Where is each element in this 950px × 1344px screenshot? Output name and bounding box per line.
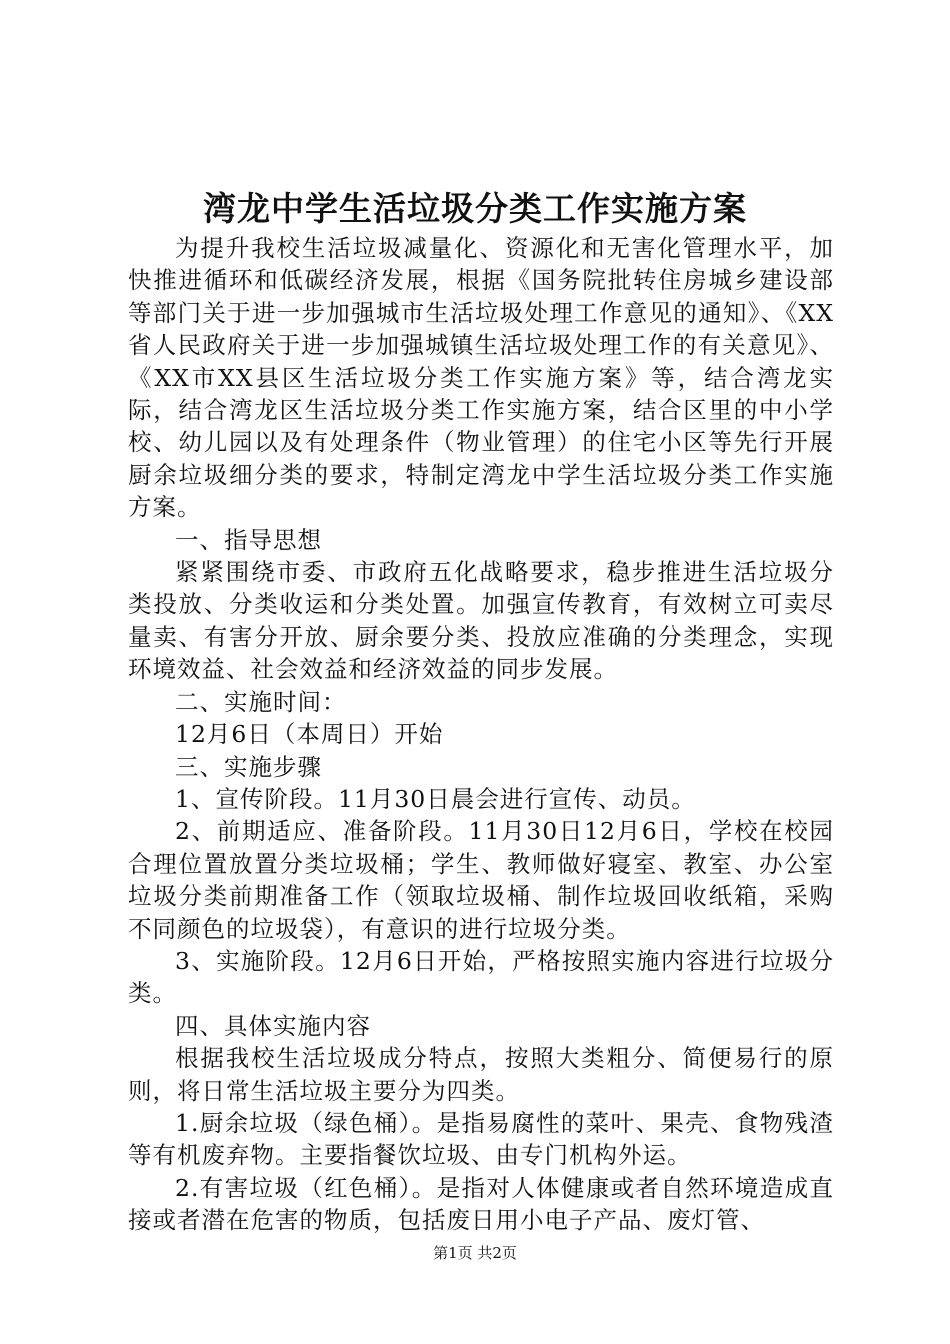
section-heading-implementation-time: 二、实施时间：	[175, 687, 347, 716]
section-heading-guiding-ideology: 一、指导思想	[175, 525, 322, 554]
guiding-ideology-paragraph: 紧紧围绕市委、市政府五化战略要求，稳步推进生活垃圾分类投放、分类收运和分类处置。加强宣传教育，有效树立可卖尽量卖、有害分开放、厨余要分类、投放应准确的分类理念，实现环境效益、社会效益和经济效益的同步发展。	[128, 558, 834, 684]
step-3-paragraph: 3、实施阶段。12月6日开始，严格按照实施内容进行垃圾分类。	[128, 946, 834, 1008]
page-footer: 第1页 共2页	[433, 1244, 517, 1262]
kitchen-waste-paragraph: 1.厨余垃圾（绿色桶）。是指易腐性的菜叶、果壳、食物残渣等有机废弃物。主要指餐饮垃圾、由专门机构外运。	[128, 1108, 834, 1170]
specific-content-paragraph: 根据我校生活垃圾成分特点，按照大类粗分、简便易行的原则，将日常生活垃圾主要分为四类。	[128, 1044, 834, 1105]
document-body	[128, 232, 834, 1237]
step-1-paragraph: 1、宣传阶段。11月30日晨会进行宣传、动员。	[175, 784, 696, 813]
document-title: 湾龙中学生活垃圾分类工作实施方案	[203, 189, 747, 228]
hazardous-waste-paragraph: 2.有害垃圾（红色桶）。是指对人体健康或者自然环境造成直接或者潜在危害的物质，包括废日用小电子产品、废灯管、	[128, 1173, 834, 1235]
section-heading-specific-content: 四、具体实施内容	[175, 1011, 371, 1040]
section-heading-implementation-steps: 三、实施步骤	[175, 752, 322, 781]
step-2-paragraph: 2、前期适应、准备阶段。11月30日12月6日，学校在校园合理位置放置分类垃圾桶；学生、教师做好寝室、教室、办公室垃圾分类前期准备工作（领取垃圾桶、制作垃圾回收纸箱，采购不同颜色的垃圾袋），有意识的进行垃圾分类。	[128, 817, 834, 943]
intro-paragraph: 为提升我校生活垃圾减量化、资源化和无害化管理水平，加快推进循环和低碳经济发展，根据《国务院批转住房城乡建设部等部门关于进一步加强城市生活垃圾处理工作意见的通知》、《XX省人民政府关于进一步加强城镇生活垃圾处理工作的有关意见》、《XX市XX县区生活垃圾分类工作实施方案》等，结合湾龙实际，结合湾龙区生活垃圾分类工作实施方案，结合区里的中小学校、幼儿园以及有处理条件（物业管理）的住宅小区等先行开展厨余垃圾细分类的要求，特制定湾龙中学生活垃圾分类工作实施方案。	[128, 234, 834, 522]
implementation-time-paragraph: 12月6日（本周日）开始	[175, 720, 444, 749]
